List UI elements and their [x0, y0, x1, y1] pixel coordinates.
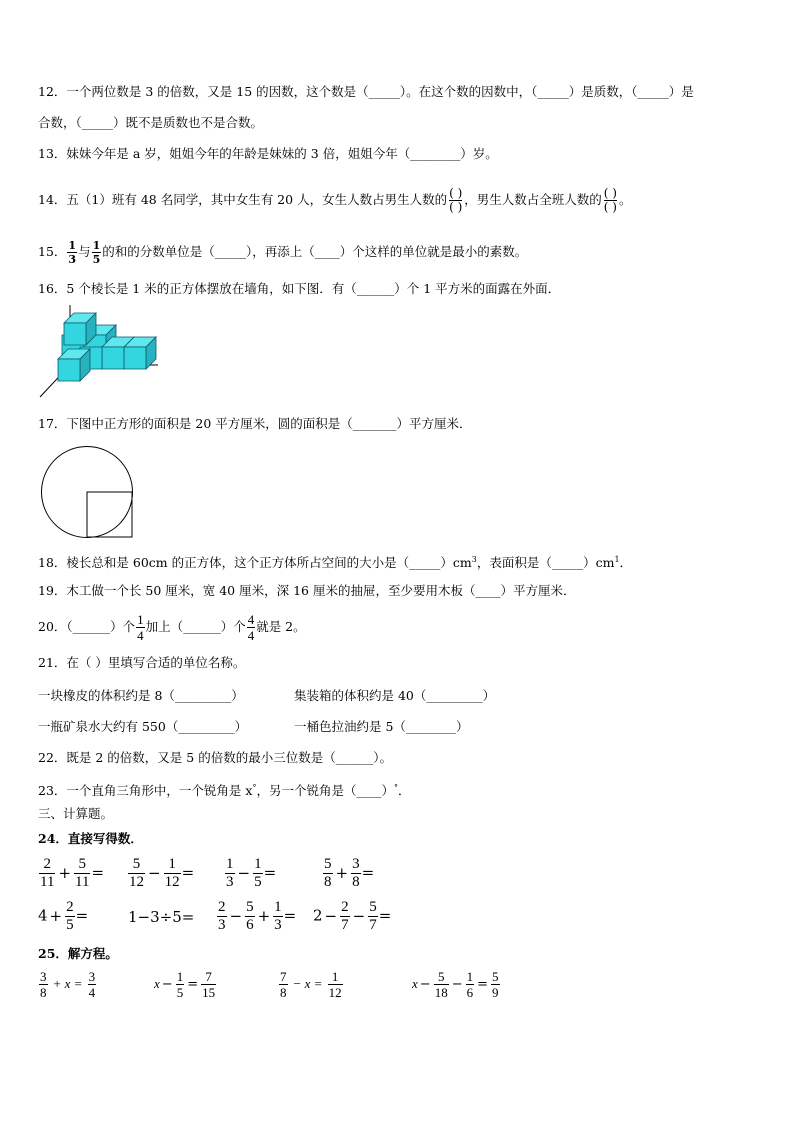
blank[interactable]: _____	[214, 244, 246, 259]
question-21-item: 一瓶矿泉水大约有 550（_________）	[38, 719, 248, 734]
calc-expression: $\frac{2}{3}$ − $\frac{5}{6}$ + $\frac{1}{3}$ =	[218, 899, 297, 933]
question-16: 16．5 个棱长是 1 米的正方体摆放在墙角，如下图．有（______）个 1 平方米的面露在外面．	[38, 281, 561, 296]
circle-square-figure	[40, 445, 134, 539]
calc-expression: $\frac{5}{8}$ + $\frac{3}{8}$ =	[324, 856, 375, 890]
question-18: 18．棱长总和是 60cm 的正方体，这个正方体所占空间的大小是$(\_\_\_\_\_)cm^3$，表面积是$(\_\_\_\_\_)cm^1$．	[38, 555, 633, 571]
blank[interactable]: _____	[368, 84, 400, 99]
question-12-line2: 合数，（_____）既不是质数也不是合数。	[38, 115, 264, 130]
fraction: $\frac{1}{12}$	[328, 969, 342, 1000]
question-22: 22．既是 2 的倍数，又是 5 的倍数的最小三位数是（______）。	[38, 750, 392, 765]
blank[interactable]: ________	[405, 719, 456, 734]
question-21-item: 集装箱的体积约是 40（_________）	[294, 688, 496, 703]
blank[interactable]: _____	[81, 115, 114, 130]
blank[interactable]: ________	[410, 146, 461, 161]
fraction: $\frac{1}{5}$	[254, 856, 262, 890]
question-21-title: 21．在（ ）里填写合适的单位名称。	[38, 655, 246, 670]
question-13: 13．妹妹今年是 a 岁，姐姐今年的年龄是妹妹的 3 倍，姐姐今年（________）岁。	[38, 146, 498, 161]
fraction: $\frac{1}{4}$	[137, 612, 144, 643]
blank[interactable]: _________	[426, 688, 483, 703]
degree-sign: °	[252, 783, 257, 792]
fraction: $\frac{5}{11}$	[75, 856, 90, 890]
blank[interactable]: ______	[335, 750, 374, 765]
blank[interactable]: ______	[72, 619, 111, 634]
fraction: $\frac{1}{3}$	[226, 856, 234, 890]
blank[interactable]: ____	[356, 783, 382, 799]
blank[interactable]: _____	[537, 84, 569, 99]
fraction: $\frac{2}{11}$	[40, 856, 55, 890]
fraction: $\frac{5}{6}$	[246, 899, 254, 933]
fraction: $\frac{3}{8}$	[352, 856, 360, 890]
fraction: $\frac{1}{3}$	[68, 239, 77, 266]
fraction: $\frac{5}{8}$	[324, 856, 332, 890]
blank[interactable]: _________	[178, 719, 235, 734]
equation: x − $\frac{5}{18}$ − $\frac{1}{6}$ = $\frac{5}{9}$	[412, 969, 499, 1000]
question-12-line1: 12．一个两位数是 3 的倍数，又是 15 的因数，这个数是（_____）。在这个数的因数中，（_____）是质数，（_____）是	[38, 84, 694, 99]
calc-expression: $\frac{2}{11}$ + $\frac{5}{11}$ =	[40, 856, 105, 890]
calc-expression: 2 − $\frac{2}{7}$ − $\frac{5}{7}$ =	[313, 899, 392, 933]
question-21-item: 一桶色拉油约是 5（________）	[294, 719, 469, 734]
fraction: $\frac{1}{5}$	[92, 239, 101, 266]
fraction: $\frac{1}{12}$	[164, 856, 180, 890]
fraction: $\frac{3}{8}$	[40, 969, 47, 1000]
fraction: $\frac{2}{7}$	[341, 899, 349, 933]
cubes-figure	[38, 305, 163, 405]
blank[interactable]: _____	[637, 84, 669, 99]
blank[interactable]: ____	[314, 244, 340, 259]
blank[interactable]: ______	[356, 281, 395, 296]
fraction: $\frac{5}{18}$	[434, 969, 448, 1000]
question-19: 19．木工做一个长 50 厘米，宽 40 厘米，深 16 厘米的抽屉，至少要用木板（____）平方厘米．	[38, 583, 576, 598]
fraction: $\frac{5}{9}$	[492, 969, 499, 1000]
fraction: $\frac{2}{5}$	[66, 899, 74, 933]
equation: x − $\frac{1}{5}$ = $\frac{7}{15}$	[154, 969, 216, 1000]
calc-expression: 4 + $\frac{2}{5}$ =	[38, 899, 89, 933]
fraction: $\frac{1}{5}$	[176, 969, 184, 1000]
fraction-blank[interactable]: ( ) ( )	[449, 186, 463, 214]
fraction: $\frac{7}{15}$	[202, 969, 216, 1000]
blank[interactable]: _____	[551, 555, 584, 571]
fraction: $\frac{1}{3}$	[274, 899, 282, 933]
blank[interactable]: ____	[475, 583, 501, 598]
equation: $\frac{3}{8}$ + x = $\frac{3}{4}$	[40, 969, 96, 1000]
blank[interactable]: ______	[183, 619, 221, 634]
fraction: $\frac{2}{3}$	[218, 899, 226, 933]
question-20: 20．（______）个 $\frac{1}{4}$ 加上（______）个 $\frac{4}{4}$ 就是 2。	[38, 612, 306, 643]
fraction: $\frac{1}{6}$	[466, 969, 474, 1000]
question-21-item: 一块橡皮的体积约是 8（_________）	[38, 688, 244, 703]
fraction: $\frac{7}{8}$	[280, 969, 287, 1000]
equation: $\frac{7}{8}$ − x = $\frac{1}{12}$	[280, 969, 342, 1000]
question-15: 15． $\frac{1}{3}$ 与 $\frac{1}{5}$ 的和的分数单位是（_____），再添上（____）个这样的单位就是最小的素数。	[38, 239, 528, 266]
calc-expression: 1−3÷5=	[128, 908, 195, 926]
question-23: 23．一个直角三角形中，一个锐角是 x°，另一个锐角是（____）°．	[38, 783, 411, 799]
question-14: 14．五（1）班有 48 名同学，其中女生有 20 人，女生人数占男生人数的 ( ) ( ) ，男生人数占全班人数的 ( ) ( ) 。	[38, 186, 632, 214]
fraction-blank[interactable]: ( ) ( )	[603, 186, 617, 214]
section-title: 三、计算题。	[38, 806, 114, 821]
calc-expression: $\frac{1}{3}$ − $\frac{1}{5}$ =	[226, 856, 277, 890]
blank[interactable]: _________	[174, 688, 232, 703]
fraction: $\frac{4}{4}$	[247, 612, 255, 643]
question-25-title: 25．解方程。	[38, 946, 118, 961]
calc-expression: $\frac{5}{12}$ − $\frac{1}{12}$ =	[129, 856, 195, 890]
question-17: 17．下图中正方形的面积是 20 平方厘米，圆的面积是（_______）平方厘米．	[38, 416, 472, 431]
blank[interactable]: _____	[409, 555, 441, 571]
fraction: $\frac{5}{7}$	[369, 899, 377, 933]
blank[interactable]: _______	[352, 416, 397, 431]
fraction: $\frac{5}{12}$	[129, 856, 144, 890]
question-24-title: 24．直接写得数．	[38, 831, 143, 846]
fraction: $\frac{3}{4}$	[88, 969, 96, 1000]
